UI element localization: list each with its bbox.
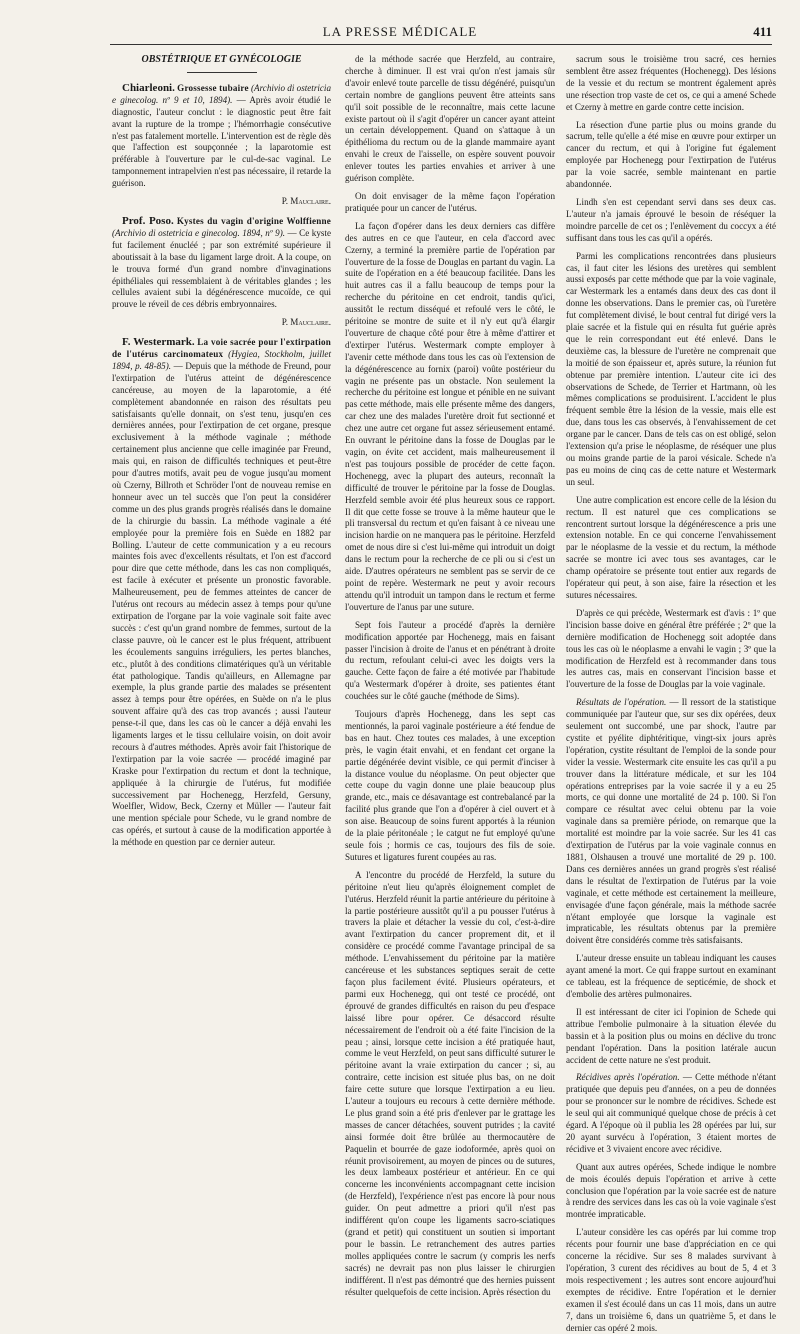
subheading-recidives: Récidives après l'opération. (576, 1072, 680, 1083)
results-paragraph (566, 697, 776, 947)
article-author: Prof. Poso. (122, 214, 174, 227)
article-chiarleoni (112, 83, 331, 190)
paragraph: Il est intéressant de citer ici l'opinion de Schede qui attribue l'embolie pulmonaire à la situation élevée du bassin et à la position plus ou moins en déclive du tronc pendant l'opération. Dans la position latérale aucun accident de cette nature ne s'est produit. (566, 1006, 776, 1065)
paragraph: La résection d'une partie plus ou moins grande du sacrum, telle qu'elle a été mise en œuvre pour extirper un cancer du rectum, et qui à l'origine fut également employée par Hochenegg pour l'extirpation de l'utérus par la voie sacrée, semble maintenant en partie abandonnée. (566, 119, 776, 190)
section-rule (187, 72, 257, 73)
paragraph: Sept fois l'auteur a procédé d'après la dernière modification apportée par Hochenegg, mais en faisant passer l'incision à droite de l'anus et en pénétrant à droite du rectum, refoulant celui-ci avec les doigts vers la gauche. Cette façon de faire a été motivée par l'habitude qu'a Westermark d'opérer à droite, ses patientes étant couchées sur le côté gauche (méthode de Sims). (345, 619, 555, 702)
subheading-results: Résultats de l'opération. (576, 697, 667, 708)
article-author: F. Westermark. (122, 336, 195, 349)
article-signature: P. Mauclaire. (281, 317, 331, 328)
paragraph: Quant aux autres opérées, Schede indique le nombre de mois écoulés depuis l'opération et arrive à cette conclusion que l'opération par la voie sacrée est de nature à rendre des services dans les cas où la voie vaginale s'est montrée impraticable. (566, 1161, 776, 1220)
article-title: Grossesse tubaire (177, 82, 249, 93)
article-body: — Depuis que la méthode de Freund, pour l'extirpation de l'utérus atteint de dégénérescence cancéreuse, au moyen de la laparotomie, a été complètement abandonnée en raison des résultats peu satisfaisants qu'elle donnait, on s'est tenu, jusqu'en ces dernières années, pour l'extirpation de cet organe, presque exclusivement à la méthode vaginale ; méthode certainement plus ancienne que celle imaginée par Freund, mais qui, en raison de difficultés techniques et peut-être pour d'autres motifs, avait peu de vogue jusqu'au moment où Czerny, Billroth et Schröder l'ont de nouveau remise en honneur avec un tel succès que l'on peut la considérer comme un des plus grands progrès réalisés dans le domaine de la chirurgie du bassin. La méthode vaginale a été employée pour la première fois en Suède en 1882 par Bolling. L'auteur de cette communication y a eu recours maintes fois avec d'excellents résultats, et l'on est d'accord pour dire que cette méthode, dans les cas non compliqués, est facile à exécuter et présente un pronostic favorable. Malheureusement, peu de femmes atteintes de cancer de l'utérus ont recours au médecin assez à temps pour qu'une extirpation de l'organe par la voie vaginale soit faite avec succès : c'est qu'un grand nombre de femmes, surtout de la classe pauvre, où le cancer est le plus fréquent, attribuent les écoulements sanguins irréguliers, les pertes blanches, etc., plutôt à des conditions climatériques qu'à un véritable état pathologique. Tandis qu'ailleurs, en Allemagne par exemple, la plus grande partie des malades se présentent assez à temps pour être opérées, en Suède on n'a le plus souvent affaire qu'à des cas trop avancés ; aussi l'auteur pense-t-il que, dans les cas où le cancer a déjà envahi les ligaments larges et le tissu cellulaire voisin, on doit avoir recours à d'autres méthodes. Après avoir fait l'historique de l'extirpation par la voie sacrée — procédé imaginé par Kraske pour l'extirpation du rectum et dont la technique, appliquée à la chirurgie de l'utérus, fut modifiée successivement par Hochenegg, Herzfeld, Gersuny, Woelfler, Widow, Beck, Czerny et Müller — l'auteur fait une mention spéciale pour Schede, vu le grand nombre de cas opérés, et surtout à cause de la modification apportée à la méthode en question par ce dernier auteur. (112, 360, 331, 848)
page-header (0, 22, 800, 44)
article-author: Chiarleoni. (122, 81, 175, 94)
paragraph-text: — Il ressort de la statistique communiquée par l'auteur que, sur ses dix opérées, deux seulement ont succombé, une par shock, l'autre par cystite et pyélite diphtéritique, vingt-six jours après l'opération, cystite résultant de l'emploi de la sonde pour vider la vessie. Westermark cite ensuite les cas qu'il a pu trouver dans la littérature médicale, et sur les 104 opérations entreprises par la voie sacrée il y a eu 25 morts, ce qui donne une mortalité de 24 p. 100. Si l'on compare ce résultat avec celui obtenu par la voie vaginale dans sa première période, on remarque que la mortalité est moindre par la voie sacrée. Sur les 41 cas d'extirpation de l'utérus par la voie vaginale connus en 1881, Olshausen a trouvé une mortalité de 29 p. 100. Dans ces dernières années un grand progrès s'est réalisé dans le résultat de l'extirpation de l'utérus par la voie vaginale, et cette méthode est certainement la meilleure, envisagée d'une façon générale, mais la méthode sacrée n'étant employée que lorsque la vaginale est impraticable, les résultats obtenus par la première doivent être considérés comme très satisfaisants. (566, 697, 776, 946)
paragraph: D'après ce qui précède, Westermark est d'avis : 1º que l'incision basse doive en général être préférée ; 2º que la dernière modification de Hochenegg soit adoptée dans tous les cas où le néoplasme a envahi le vagin ; 3º que la modification de Herzfeld est à recommander dans tous les autres cas, mais en conservant l'incision basse et l'ouverture de la fosse de Douglas par la voie vaginale. (566, 607, 776, 690)
article-body: — Ce kyste fut facilement énucléé ; par son extrémité supérieure il aboutissait à la base du ligament large droit. A la coupe, on le trouva formé d'un grand nombre d'invaginations épithéliales qui ressemblaient à de véritables glandes ; les cellules avaient subi la dégénérescence mucoïde, ce qui prouve le réveil de ces débris embryonnaires. (112, 227, 331, 310)
recidive-paragraph (566, 1072, 776, 1155)
column-3 (566, 54, 777, 1333)
article-source: (Archivio di ostetricia e ginecolog. 1894, nº 9). (112, 227, 285, 238)
page-number: 411 (753, 24, 772, 39)
article-westermark (112, 337, 331, 849)
paragraph: L'auteur dresse ensuite un tableau indiquant les causes ayant amené la mort. Ce qui frappe surtout en examinant ce tableau, est la fréquence de septicémie, de shock et d'embolie des artères pulmonaires. (566, 953, 776, 999)
article-body: — Après avoir étudié le diagnostic, l'auteur conclut : le diagnostic peut être fait avant la rupture de la trompe ; l'hémorrhagie consécutive n'est pas fatalement mortelle. L'intervention est de règle dès que l'affection est soupçonnée ; la laparotomie est préférable à l'ouverture par le cul-de-sac vaginal. Le tamponnement intrapelvien n'est pas nécessaire, il retarde la guérison. (112, 94, 331, 189)
header-rule (110, 44, 772, 45)
column-2 (345, 54, 555, 1297)
paragraph: Lindh s'en est cependant servi dans ses deux cas. L'auteur n'a jamais éprouvé le besoin de réséquer la moindre parcelle de cet os ; l'enlèvement du coccyx a été suffisant dans tous les cas qu'il a opérés. (566, 196, 776, 243)
article-title: La voie sacrée pour l'extirpation de l'utérus carcinomateux (112, 337, 331, 360)
paragraph: Parmi les complications rencontrées dans plusieurs cas, il faut citer les lésions des uretères qui semblent aussi exposés par cette méthode que par la voie vaginale, car Westermark les a entamés dans deux des cas dont il donne les observations. Dans le premier cas, où l'uretère fut complètement divisé, le bout central fut dirigé vers la plaie sacrée et la fistule qui en résulta fut guérie après que le rein correspondant eut été enlevé. Dans le deuxième cas, la blessure de l'uretère ne comprenait que la moitié de son épaisseur et, après suture, la réunion fut obtenue par première intention. L'auteur cite ici des observations de Schede, de Terrier et Hartmann, où les mêmes complications se produisirent. L'accident le plus fréquent semble être la lésion de la vessie, mais elle est due, dans tous les cas observés, à l'envahissement de cet organe par le cancer. Dans de tels cas on est obligé, selon l'extension qu'a prise le néoplasme, de réséquer une plus ou moins grande partie de la paroi vésicale. Schede n'a pas eu moins de cinq cas de cette nature et Westermark un seul. (566, 250, 776, 487)
paragraph: Toujours d'après Hochenegg, dans les sept cas mentionnés, la paroi vaginale postérieure a été fendue de bas en haut. Chez toutes ces malades, à une exception près, le vagin était envahi, et en fendant cet organe la partie dégénérée devint visible, ce qui permit d'inciser à la distance voulue du néoplasme. On peut objecter que cette coupe du vagin donne une plaie beaucoup plus grande, etc., mais ce désavantage est contrebalancé par la facilité plus grande que l'on a d'opérer à ciel ouvert et à son aise. Beaucoup de soins furent apportés à la réunion de la plaie péritonéale ; le catgut ne fut employé qu'une seule fois ; hormis ce cas, toujours des fils de soie. Sutures et ligatures furent coupées au ras. (345, 709, 555, 862)
article-title: Kystes du vagin d'origine Wolffienne (176, 215, 331, 226)
paragraph: sacrum sous le troisième trou sacré, ces hernies semblent être assez fréquentes (Hochenegg). Des lésions de la vessie et du rectum se montrent également après une résection trop vaste de cet os, ce qui a amené Schede et Czerny à mettre en garde contre cette incision. (566, 54, 776, 112)
paragraph: de la méthode sacrée que Herzfeld, au contraire, cherche à diminuer. Il est vrai qu'on n'est jamais sûr d'avoir enlevé toute parcelle de tissu dégénéré, puisqu'un certain nombre de ganglions peuvent être atteints sans qu'il soit possible de le reconnaître, mais cette lacune existe partout où il s'agit d'opérer un cancer ayant atteint un certain développement. Quand on s'attaque à un épithélioma du rectum ou de la glande mammaire ayant envahi le creux de l'aisselle, on espère souvent pouvoir enlever toutes les parties envahies et arriver à une guérison complète. (345, 54, 555, 184)
article-source: (Hygiea, Stockholm, juillet 1894, p. 48-85). (112, 349, 331, 371)
paragraph: On doit envisager de la même façon l'opération pratiquée pour un cancer de l'utérus. (345, 190, 555, 213)
paragraph-text: — Cette méthode n'étant pratiquée que depuis peu d'années, on a peu de données pour se prononcer sur le nombre de récidives. Schede est le seul qui ait communiqué quelque chose de précis à cet égard. A l'époque où il publia les 28 opérées par lui, sur 20 ayant survécu à l'opération, 3 étaient mortes de récidive et 3 vivaient encore avec récidive. (566, 1072, 777, 1154)
paragraph: Une autre complication est encore celle de la lésion du rectum. Il est naturel que ces complications se rencontrent surtout lorsque la dégénérescence a pris une extension notable. En ce qui concerne l'envahissement par le néoplasme de la vessie et du rectum, la méthode sacrée se montre ici avec tous ses avantages, car le champ opératoire se présente tout entier aux regards de l'opérateur qui peut, à son aise, faire la résection et les sutures nécessaires. (566, 494, 776, 600)
paragraph: La façon d'opérer dans les deux derniers cas diffère des autres en ce que l'auteur, en cela d'accord avec Czerny, a terminé la première partie de l'opération par l'ouverture de la fosse de Douglas en partant du vagin. La suite de l'opération en a été beaucoup facilitée. Dans les huit autres cas il a fallu beaucoup de temps pour la recherche du péritoine en cet endroit, tandis qu'ici, aussitôt le rectum disséqué et refoulé vers le côté, le péritoine se montre de suite et il n'y eut qu'à élargir l'ouverture de chaque côté pour être à même d'attirer et d'extirper l'utérus. Westermark compte employer à l'avenir cette méthode dans tous les cas où l'extension de la dégénérescence au fornix (paroi) voûte postérieur du vagin ne présente pas un obstacle. Non seulement la recherche du péritoine est longue et pénible en ne suivant pas cette méthode, mais elle présente même des dangers, car chez une des malades l'uretère droit fut sectionné et chez une autre cet organe fut assez sérieusement entamé. En ouvrant le péritoine dans la fosse de Douglas par le vagin, on évite cet accident, mais malheureusement il n'est pas toujours possible de procéder de cette façon. Hochenegg, avec la plupart des auteurs, reconnaît la difficulté de trouver le péritoine par la fosse de Douglas. Herzfeld semble avoir été plus heureux sous ce rapport. Il dit que cette fosse se trouve à la même hauteur que le pli transversal du rectum et qu'en faisant à ce niveau une incision hardie on ne manquera pas le péritoine. Herzfeld omet de nous dire si c'est lui-même qui introduit un doigt dans le rectum pour la recherche de ce pli ou si c'est un aide. D'autres opérateurs ne semblent pas se servir de ce point de repère. Westermark ne peut y avoir recours attendu qu'il introduit un tampon dans le rectum et ferme l'ouverture de l'anus par une suture. (345, 220, 555, 612)
paragraph: L'auteur considère les cas opérés par lui comme trop récents pour fournir une base d'appréciation en ce qui concerne la récidive. Sur ses 8 malades survivant à l'opération, 3 curent des récidives au bout de 5, 4 et 3 mois respectivement ; les autres sont encore aujourd'hui exemptes de récidive. Entre l'opération et le dernier examen il s'est écoulé dans un cas 11 mois, dans un autre 7, dans un troisième 6, dans un quatrième 5, et dans le dernier cas opéré 2 mois. (566, 1227, 776, 1333)
article-source: (Archivio di ostetricia e ginecolog. nº 9 et 10, 1894). (112, 82, 331, 105)
article-signature: P. Mauclaire. (281, 196, 331, 207)
section-title: OBSTÉTRIQUE ET GYNÉCOLOGIE (141, 54, 302, 65)
article-poso (112, 216, 331, 311)
column-1 (112, 54, 331, 1161)
journal-title: LA PRESSE MÉDICALE (322, 24, 478, 39)
paragraph: A l'encontre du procédé de Herzfeld, la suture du péritoine n'eut lieu qu'après éloignement complet de l'utérus. Herzfeld réunit la partie antérieure du péritoine à la partie postérieure aussitôt qu'il a pu pousser l'utérus à travers la plaie et détacher la vessie du col, c'est-à-dire avant l'extirpation du cancer proprement dit, et il considère ce procédé comme l'avantage principal de sa méthode. L'envahissement du péritoine par la matière cancéreuse et les substances septiques serait de cette façon plus facilement évité. Plusieurs opérateurs, et parmi eux Hochenegg, qui ont testé ce procédé, ont éprouvé de grandes difficultés en raison du peu d'espace laissé libre pour opérer. Ce désaccord résulte nécessairement de l'endroit où a été faite l'incision de la peau ; ainsi, lorsque cette incision a été pratiquée haut, comme le veut Herzfeld, on peut sans difficulté suturer le péritoine avant la vraie extirpation du cancer ; si, au contraire, cette incision est située plus bas, on ne doit faire cette suture que lorsque l'extirpation a eu lieu. L'auteur a toujours eu recours à cette dernière méthode. Le plus grand soin a été pris d'enlever par le grattage les masses de cancer détachées, souvent putrides ; la cavité ainsi formée doit être brûlée au thermocautère de Paquelin et bourrée de gaze iodoformée, après quoi on réunit provisoirement, au moyen de pinces ou de sutures, les deux lambeaux postérieur et antérieur. En ce qui concerne les inconvénients accompagnant cette incision (de Herzfeld), l'expérience n'est pas encore là pour nous guider. On peut admettre a priori qu'il n'est pas indifférent qu'on coupe les ligaments sacro-sciatiques (grand et petit) qui constituent un soutien si important pour le bassin. Le retranchement des autres parties molles appliquées contre le sacrum (y compris les nerfs sacrés) ne devrait pas non plus laisser le chirurgien indifférent. Il n'est pas démontré que des hernies puissent résulter quelquefois de cette incision. Après résection du (345, 869, 555, 1297)
